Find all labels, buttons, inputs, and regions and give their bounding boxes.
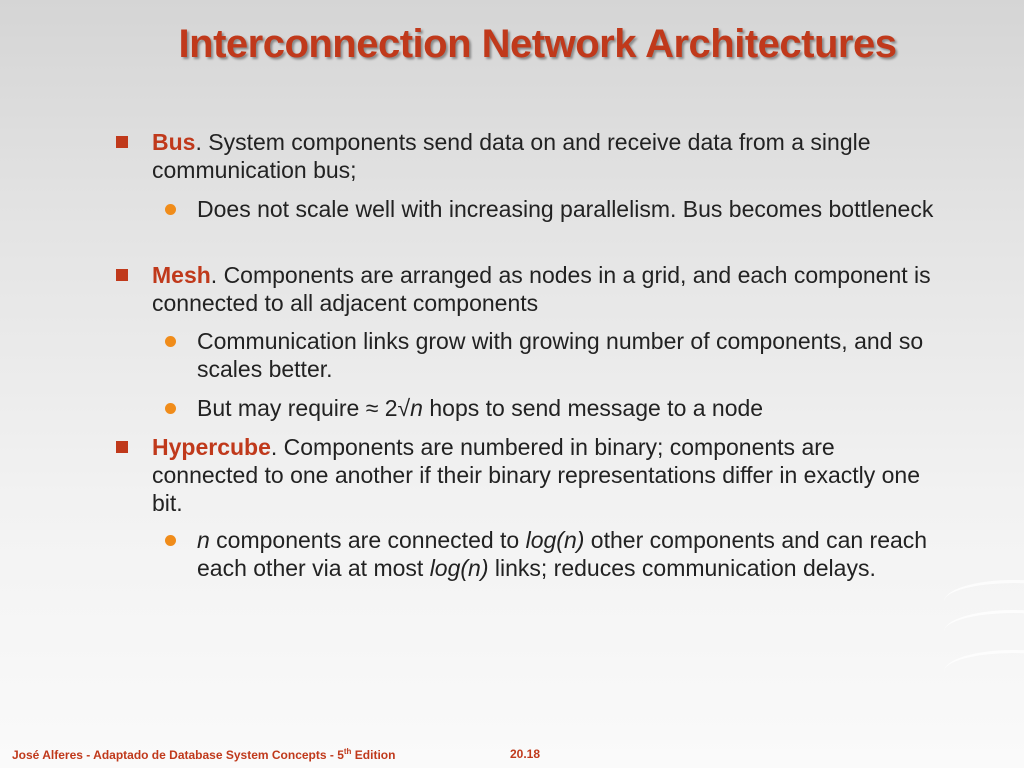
square-bullet-icon (116, 441, 128, 453)
bullet-bus (152, 128, 942, 184)
circle-bullet-icon (165, 336, 176, 347)
sub-bullet-hypercube-links (197, 526, 957, 582)
page-number: 20.18 (510, 747, 541, 761)
square-bullet-icon (116, 136, 128, 148)
bullet-bus-text: . System components send data on and receive data from a single communication bus; (152, 129, 871, 183)
sub-bullet-text-part3: links; reduces communication delays. (488, 555, 876, 581)
square-bullet-icon (116, 269, 128, 281)
sub-bullet-text-part2: other components and can reach each other via at most (197, 527, 928, 581)
variable-n: n (410, 395, 423, 421)
sub-bullet-text-post: hops to send message to a node (422, 395, 764, 421)
footer-superscript: th (343, 747, 352, 756)
bullet-mesh-text: . Components are arranged as nodes in a grid, and each component is connected to all adjacent components (152, 262, 931, 316)
term-mesh: Mesh (152, 262, 211, 288)
term-hypercube: Hypercube (152, 434, 271, 460)
sub-bullet-bus-scaling (197, 195, 957, 223)
bullet-hypercube-text: . Components are numbered in binary; components are connected to one another if their binary representations differ in exactly one bit. (152, 434, 920, 516)
bullet-mesh (152, 261, 942, 317)
footer-edition: Edition (351, 748, 396, 762)
log-n-term: log(n) (525, 527, 585, 553)
log-n-term: log(n) (429, 555, 489, 581)
slide-title: Interconnection Network Architectures (178, 22, 897, 66)
bullet-hypercube (152, 433, 942, 517)
sub-bullet-text: Does not scale well with increasing parallelism. Bus becomes bottleneck (197, 196, 934, 222)
sub-bullet-mesh-hops (197, 394, 957, 422)
variable-n: n (197, 527, 210, 553)
circle-bullet-icon (165, 403, 176, 414)
sub-bullet-mesh-links (197, 327, 957, 383)
sub-bullet-text-pre: But may require ≈ 2√ (197, 395, 411, 421)
circle-bullet-icon (165, 204, 176, 215)
circle-bullet-icon (165, 535, 176, 546)
sub-bullet-text-part1: components are connected to (209, 527, 526, 553)
footer-text: José Alferes - Adaptado de Database System Concepts - 5 (12, 748, 344, 762)
footer-credit (12, 747, 395, 762)
sub-bullet-text: Communication links grow with growing number of components, and so scales better. (197, 328, 924, 382)
term-bus: Bus (152, 129, 196, 155)
